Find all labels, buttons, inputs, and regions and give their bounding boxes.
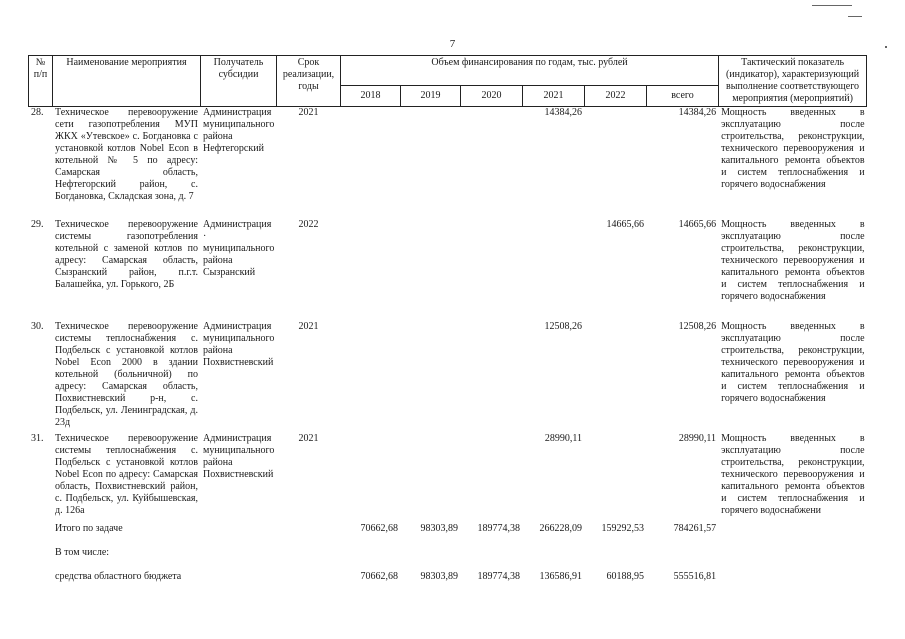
table-row — [29, 219, 867, 321]
row-activity-name: Техническое перевооружение сети газопотребления МУП ЖКХ «Утевское» с. Богдановка с установкой котлов Nobel Econ в котельной № 5 по адресу: Самарская область, Нефтегорский район, с. Богдановка, Складская зона, д. 7 — [55, 107, 198, 202]
table-row — [29, 107, 867, 219]
summary-total-2019: 98303,89 — [420, 522, 458, 534]
summary-total-2020: 189774,38 — [477, 522, 520, 534]
scan-mark-line — [848, 16, 862, 17]
page-number: 7 — [449, 38, 456, 50]
summary-total-label: Итого по задаче — [55, 522, 123, 534]
summary-regional-2022: 60188,95 — [606, 570, 644, 582]
row-2018 — [341, 107, 401, 219]
summary-regional-label: средства областного бюджета — [55, 570, 182, 582]
row-2019 — [401, 321, 461, 433]
row-2020 — [461, 107, 523, 219]
row-indicator: Мощность введенных в эксплуатацию после строительства, реконструкции, технического перевооружения и капитального ремонта объектов и систем теплоснабжения и горячего водоснабжения — [721, 107, 865, 190]
row-2020 — [461, 321, 523, 433]
summary-total-2018: 70662,68 — [360, 522, 398, 534]
row-number: 31. — [31, 432, 44, 444]
row-indicator: Мощность введенных в эксплуатацию после строительства, реконструкции, технического перевооружения и капитального ремонта объектов и систем теплоснабжения и горячего водоснабжения — [721, 218, 865, 302]
row-2022: 14665,66 — [606, 218, 644, 230]
table-row — [29, 433, 867, 523]
row-recipient: Администрация · муниципального района Сызранский — [203, 218, 275, 278]
row-number: 30. — [31, 320, 44, 332]
header-num: № п/п — [29, 56, 53, 107]
row-indicator: Мощность введенных в эксплуатацию после строительства, реконструкции, технического перевооружения и капитального ремонта объектов и систем теплоснабжения и горячего водоснабжения — [721, 320, 865, 404]
row-2021: 12508,26 — [544, 320, 582, 332]
table-row — [29, 321, 867, 433]
header-funding: Объем финансирования по годам, тыс. рублей — [341, 56, 719, 86]
row-period: 2021 — [298, 432, 319, 444]
row-activity-name: Техническое перевооружение системы теплоснабжения с. Подбельск с установкой котлов Nobel Econ по адресу: Самарская область, Похвистневский район, с. Подбельск, ул. Куйбышевская, д. 126а — [55, 432, 198, 516]
row-2019 — [401, 219, 461, 321]
header-year-2022: 2022 — [585, 85, 647, 106]
row-2019 — [401, 107, 461, 219]
row-period: 2021 — [298, 320, 319, 332]
row-2022 — [585, 433, 647, 523]
summary-total-row — [29, 523, 867, 547]
row-number: 28. — [31, 107, 44, 118]
header-year-2019: 2019 — [401, 85, 461, 106]
row-recipient: Администрация муниципального района Нефтегорский — [203, 107, 275, 154]
row-total: 28990,11 — [678, 432, 717, 444]
row-2022 — [585, 107, 647, 219]
row-recipient: Администрация муниципального района Похвистневский — [203, 432, 275, 480]
summary-total-2022: 159292,53 — [601, 522, 644, 534]
funding-table — [28, 55, 867, 591]
row-total: 14665,66 — [678, 218, 717, 230]
row-2021: 28990,11 — [544, 432, 582, 444]
row-2022 — [585, 321, 647, 433]
header-year-2020: 2020 — [461, 85, 523, 106]
row-2021: 14384,26 — [544, 107, 582, 118]
row-2018 — [341, 433, 401, 523]
row-2021 — [523, 219, 585, 321]
row-period: 2022 — [298, 218, 319, 230]
summary-including-row — [29, 547, 867, 571]
header-recipient: Получатель субсидии — [201, 56, 277, 107]
scan-mark-line — [812, 5, 852, 6]
header-year-2018: 2018 — [341, 85, 401, 106]
summary-regional-2019: 98303,89 — [420, 570, 458, 582]
row-2020 — [461, 433, 523, 523]
row-total: 14384,26 — [678, 107, 717, 118]
row-2018 — [341, 321, 401, 433]
summary-regional-2020: 189774,38 — [477, 570, 520, 582]
summary-regional-2018: 70662,68 — [360, 570, 398, 582]
summary-regional-all: 555516,81 — [673, 570, 717, 582]
row-2020 — [461, 219, 523, 321]
row-number: 29. — [31, 218, 44, 230]
header-indicator: Тактический показатель (индикатор), характеризующий выполнение соответствующего мероприятия (мероприятий) — [719, 56, 867, 107]
row-total: 12508,26 — [678, 320, 717, 332]
summary-including-label: В том числе: — [55, 546, 110, 558]
row-indicator: Мощность введенных в эксплуатацию после строительства, реконструкции, технического перевооружения и капитального ремонта объектов и систем теплоснабжения и горячего водоснабжени — [721, 432, 865, 516]
row-activity-name: Техническое перевооружение системы теплоснабжения с. Подбельск с установкой котлов Nobel Econ 2000 в здании котельной (больничной) по адресу: Самарская область, Похвистневский р-н, с. Подбельск, ул. Ленинградская, д. 23д — [55, 320, 198, 428]
summary-total-all: 784261,57 — [673, 522, 717, 534]
header-year-2021: 2021 — [523, 85, 585, 106]
row-period: 2021 — [298, 107, 319, 118]
row-2018 — [341, 219, 401, 321]
header-name: Наименование мероприятия — [53, 56, 201, 107]
row-recipient: Администрация муниципального района Похвистневский — [203, 320, 275, 368]
summary-regional-row — [29, 571, 867, 591]
summary-regional-2021: 136586,91 — [539, 570, 582, 582]
row-activity-name: Техническое перевооружение системы газопотребления котельной с заменой котлов по адресу: Самарская область, Сызранский район, п.г.т. Балашейка, ул. Горького, 2Б — [55, 218, 198, 290]
header-period: Срок реализации, годы — [277, 56, 341, 107]
row-2019 — [401, 433, 461, 523]
summary-total-2021: 266228,09 — [539, 522, 582, 534]
header-total: всего — [647, 85, 719, 106]
